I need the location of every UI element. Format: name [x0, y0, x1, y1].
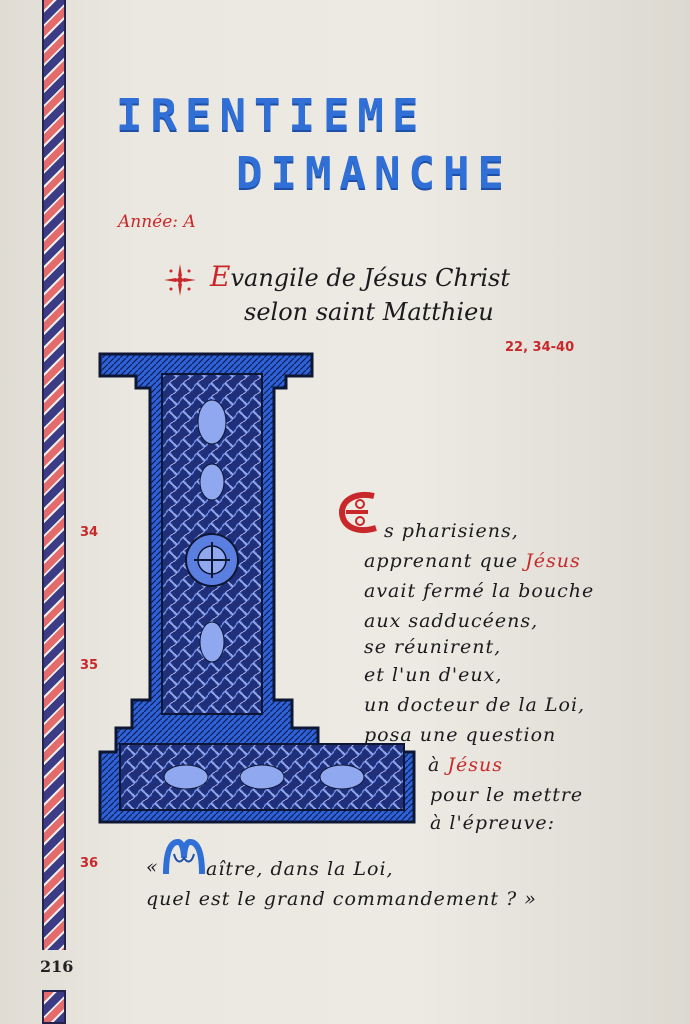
text-line: à l'épreuve: [430, 812, 556, 834]
text-line: s pharisiens, [384, 520, 519, 542]
title-line-2: DIMANCHE [236, 148, 512, 199]
illuminated-letter-M [162, 838, 206, 878]
text-line: posa une question [364, 724, 557, 746]
quote-open: « [146, 856, 159, 878]
text-line: quel est le grand commandement ? » [146, 888, 537, 910]
text-line: aître, dans la Loi, [206, 858, 394, 880]
illuminated-letter-E [336, 490, 382, 536]
text-line: aux sadducéens, [364, 610, 539, 632]
text-line: un docteur de la Loi, [364, 694, 586, 716]
gospel-heading-line-2: selon saint Matthieu [244, 298, 494, 326]
text-line: avait fermé la bouche [364, 580, 595, 602]
rope-border-bottom [42, 990, 66, 1024]
gospel-heading-initial: E [210, 260, 231, 293]
name-jesus: Jésus [525, 550, 581, 572]
red-cross-ornament-icon [162, 262, 198, 298]
text-line: et l'un d'eux, [364, 664, 503, 686]
text-fragment: à [428, 754, 448, 776]
scripture-reference: 22, 34-40 [505, 340, 575, 355]
verse-number: 35 [80, 658, 99, 673]
gospel-heading-line-1 [210, 260, 510, 293]
rope-border [42, 0, 66, 950]
text-line [364, 550, 581, 572]
text-line: pour le mettre [430, 784, 584, 806]
title-line-1: IRENTIEME [116, 90, 427, 141]
text-fragment: apprenant que [364, 550, 526, 572]
verse-number: 34 [80, 525, 99, 540]
page-number: 216 [40, 957, 74, 976]
verse-number: 36 [80, 856, 99, 871]
liturgical-year: Année: A [118, 212, 196, 232]
text-line: se réunirent, [364, 636, 502, 658]
gospel-heading-text: vangile de Jésus Christ [230, 264, 510, 292]
text-line [428, 754, 503, 776]
name-jesus: Jésus [447, 754, 503, 776]
